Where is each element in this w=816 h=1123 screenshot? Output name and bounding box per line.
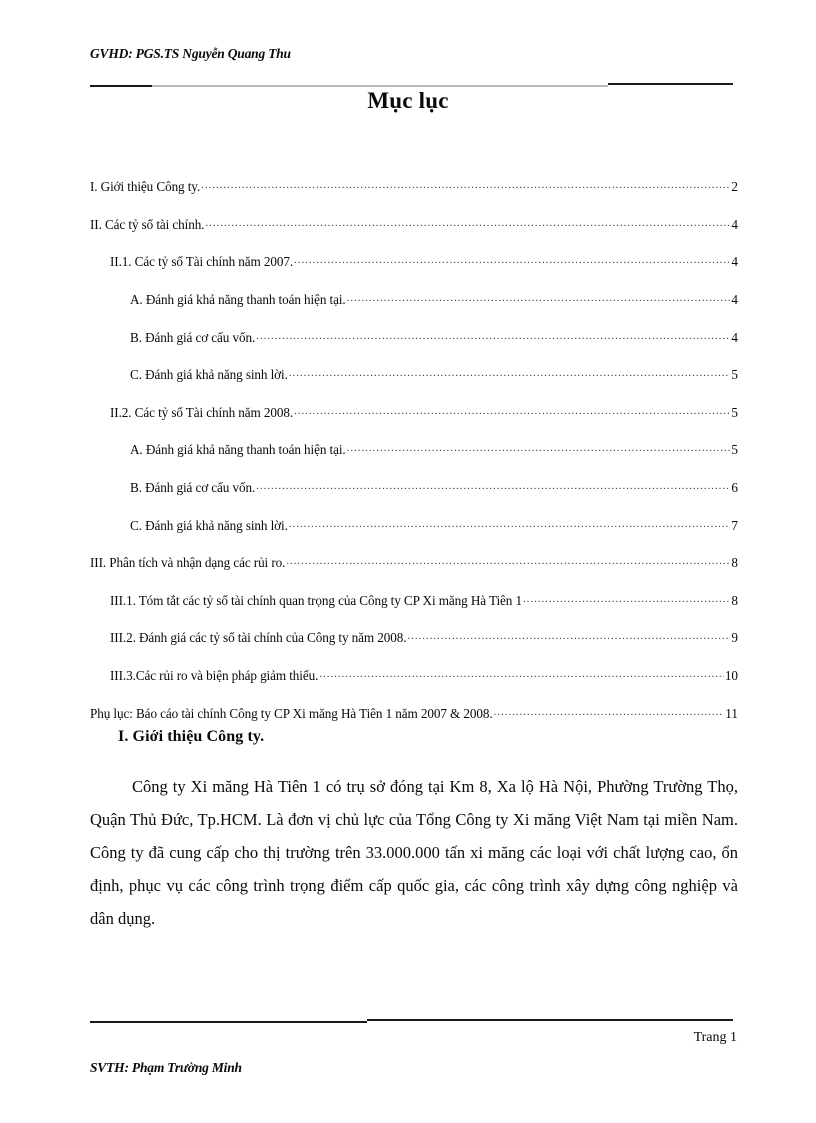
footer-page-number: Trang 1 xyxy=(693,1030,737,1045)
toc-leader-dots xyxy=(201,178,730,191)
toc-entry[interactable] xyxy=(90,404,738,442)
toc-leader-dots xyxy=(205,216,730,229)
toc-entry-page-number: 5 xyxy=(731,442,738,458)
toc-entry-page-number: 6 xyxy=(731,479,738,495)
toc-entry-label: C. Đánh giá khả năng sinh lời. xyxy=(130,517,288,533)
toc-entry-label: B. Đánh giá cơ cấu vốn. xyxy=(130,329,256,345)
toc-entry[interactable] xyxy=(90,629,738,667)
toc-entry-label: A. Đánh giá khả năng thanh toán hiện tại. xyxy=(130,442,346,458)
toc-entry-page-number: 8 xyxy=(731,555,738,571)
toc-entry-label: II.1. Các tỷ số Tài chính năm 2007. xyxy=(110,254,294,270)
toc-entry-label: II.2. Các tỷ số Tài chính năm 2008. xyxy=(110,404,294,420)
toc-entry[interactable] xyxy=(90,328,738,366)
section-paragraph: Công ty Xi măng Hà Tiên 1 có trụ sở đóng tại Km 8, Xa lộ Hà Nội, Phường Trường Thọ, Quận Thủ Đức, Tp.HCM. Là đơn vị chủ lực của Tổng Công ty Xi măng Việt Nam tại miền Nam. Công ty đã cung cấp cho thị trường trên 33.000.000 tấn xi măng các loại với chất lượng cao, ổn định, phục vụ các công trình trọng điểm cấp quốc gia, các công trình xây dựng công nghiệp và dân dụng. xyxy=(90,777,738,928)
toc-entry-label: B. Đánh giá cơ cấu vốn. xyxy=(130,479,256,495)
toc-entry[interactable] xyxy=(90,667,738,705)
header-rule-segment-left xyxy=(90,85,152,87)
toc-entry-label: A. Đánh giá khả năng thanh toán hiện tại. xyxy=(130,291,346,307)
toc-entry-label: I. Giới thiệu Công ty. xyxy=(90,179,201,195)
toc-leader-dots xyxy=(294,404,730,417)
toc-entry-page-number: 4 xyxy=(731,216,738,232)
student-line: SVTH: Phạm Trường Minh xyxy=(90,1060,242,1075)
table-of-contents xyxy=(90,178,738,742)
toc-entry[interactable] xyxy=(90,479,738,517)
toc-entry[interactable] xyxy=(90,216,738,254)
toc-entry-label: III.1. Tóm tắt các tỷ số tài chính quan trọng của Công ty CP Xi măng Hà Tiên 1 xyxy=(110,592,522,608)
toc-entry[interactable] xyxy=(90,554,738,592)
toc-entry[interactable] xyxy=(90,178,738,216)
toc-leader-dots xyxy=(294,253,730,266)
toc-entry-label: C. Đánh giá khả năng sinh lời. xyxy=(130,367,288,383)
toc-leader-dots xyxy=(289,516,731,529)
page-title: Mục lục xyxy=(367,88,449,113)
toc-entry[interactable] xyxy=(90,441,738,479)
toc-leader-dots xyxy=(494,704,725,717)
toc-entry[interactable] xyxy=(90,291,738,329)
toc-entry[interactable] xyxy=(90,516,738,554)
toc-leader-dots xyxy=(319,667,724,680)
toc-entry-label: III.3.Các rủi ro và biện pháp giảm thiểu. xyxy=(110,667,319,683)
toc-entry-page-number: 9 xyxy=(731,630,738,646)
document-header xyxy=(90,46,730,62)
toc-leader-dots xyxy=(256,479,730,492)
toc-leader-dots xyxy=(347,291,731,304)
toc-leader-dots xyxy=(286,554,730,567)
footer-rule-segment-left xyxy=(90,1021,367,1023)
section-heading: I. Giới thiệu Công ty. xyxy=(118,728,265,745)
toc-leader-dots xyxy=(407,629,730,642)
toc-entry[interactable] xyxy=(90,592,738,630)
header-rule-segment-middle xyxy=(152,85,608,87)
toc-leader-dots xyxy=(523,592,730,605)
toc-entry[interactable] xyxy=(90,253,738,291)
toc-entry-page-number: 2 xyxy=(731,179,738,195)
toc-entry-page-number: 11 xyxy=(725,705,738,721)
toc-entry-page-number: 7 xyxy=(731,517,738,533)
supervisor-line: GVHD: PGS.TS Nguyễn Quang Thu xyxy=(90,46,291,61)
footer-rule-segment-right xyxy=(367,1019,733,1021)
toc-entry-label: III. Phân tích và nhận dạng các rủi ro. xyxy=(90,555,286,571)
toc-entry-label: Phụ lục: Báo cáo tài chính Công ty CP Xi măng Hà Tiên 1 năm 2007 & 2008. xyxy=(90,705,493,721)
toc-leader-dots xyxy=(347,441,731,454)
toc-entry-page-number: 5 xyxy=(731,367,738,383)
toc-leader-dots xyxy=(289,366,731,379)
toc-entry[interactable] xyxy=(90,366,738,404)
toc-entry-page-number: 8 xyxy=(731,592,738,608)
toc-entry-page-number: 4 xyxy=(731,329,738,345)
toc-entry-page-number: 10 xyxy=(724,667,738,683)
toc-entry-label: III.2. Đánh giá các tỷ số tài chính của Công ty năm 2008. xyxy=(110,630,407,646)
toc-leader-dots xyxy=(256,328,730,341)
toc-entry-label: II. Các tỷ số tài chính. xyxy=(90,216,205,232)
toc-entry-page-number: 5 xyxy=(731,404,738,420)
toc-entry-page-number: 4 xyxy=(731,291,738,307)
header-rule-segment-right xyxy=(608,83,733,85)
footer-rule xyxy=(90,1018,733,1024)
toc-entry-page-number: 4 xyxy=(731,254,738,270)
